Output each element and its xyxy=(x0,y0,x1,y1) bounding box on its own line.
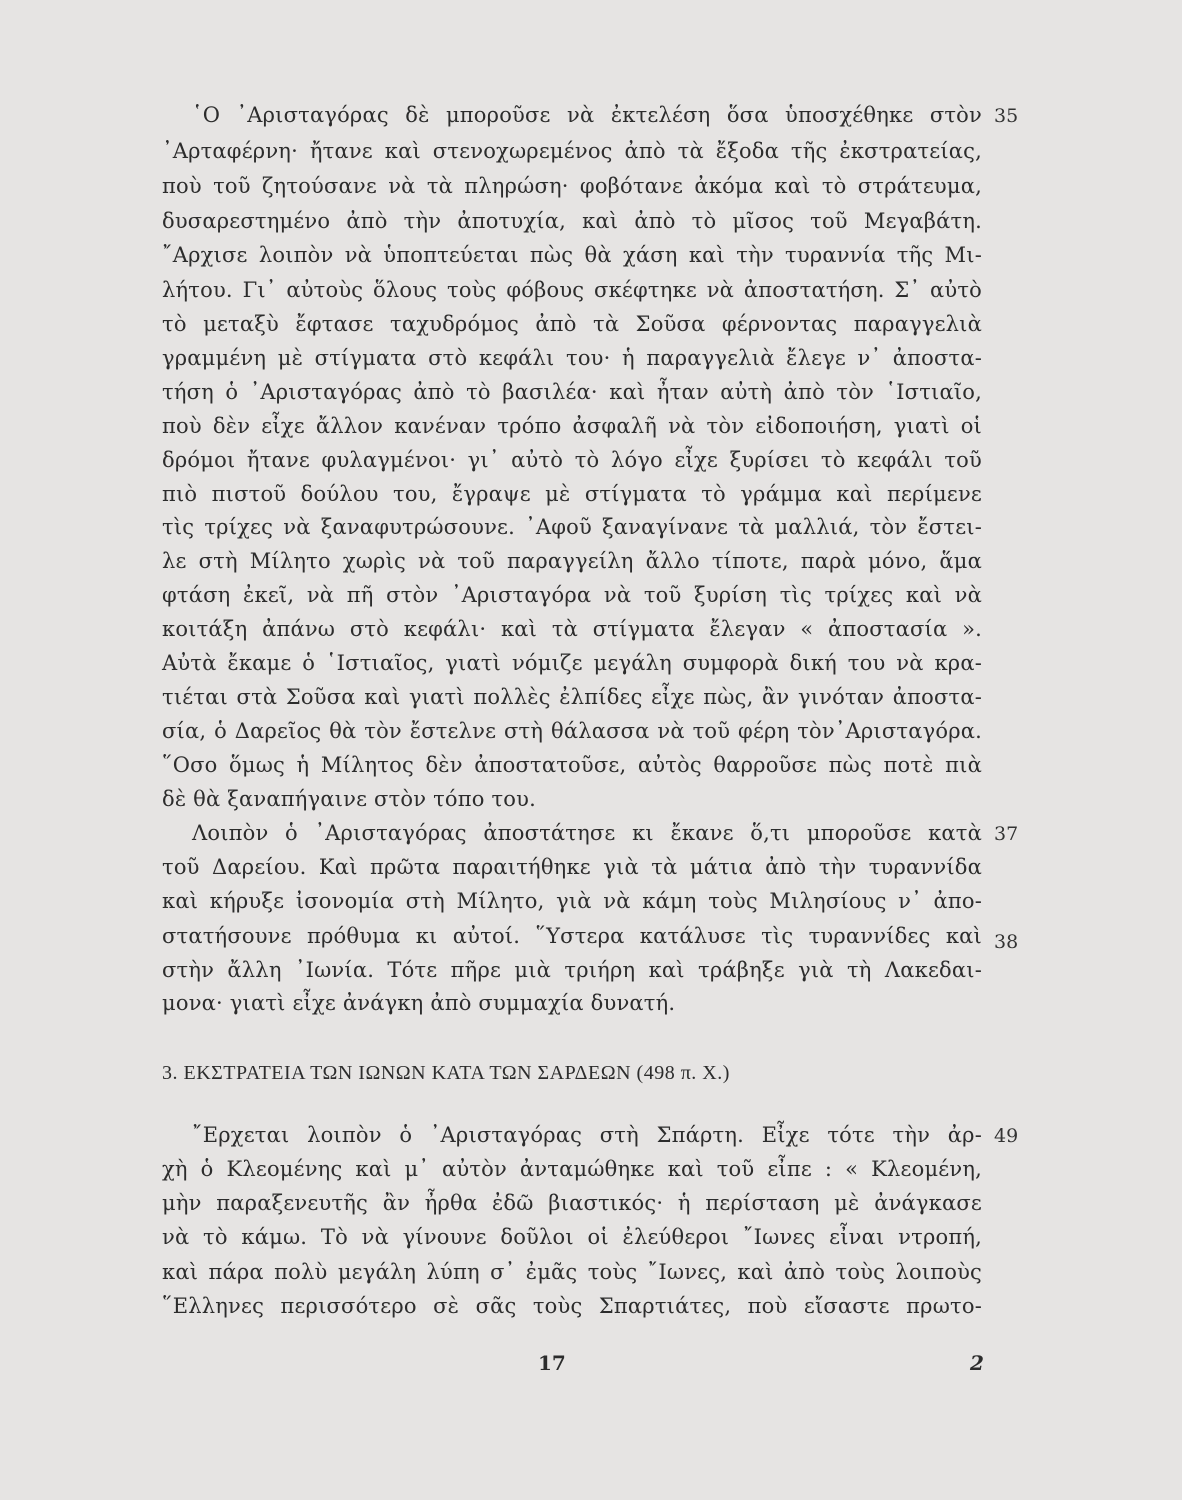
text-line: ῾Ο ᾿Αρισταγόρας δὲ μποροῦσε νὰ ἐκτελέση ὅσα ὑποσχέθηκε στὸν xyxy=(192,103,982,127)
text-line: καὶ κήρυξε ἰσονομία στὴ Μίλητο, γιὰ νὰ κάμη τοὺς Μιλησίους ν᾿ ἀπο- xyxy=(162,889,982,913)
text-line: τιέται στὰ Σοῦσα καὶ γιατὶ πολλὲς ἐλπίδες εἶχε πὼς, ἂν γινόταν ἀποστα- xyxy=(162,685,982,709)
text-line: φτάση ἐκεῖ, νὰ πῆ στὸν ᾿Αρισταγόρα νὰ τοῦ ξυρίση τὶς τρίχες καὶ νὰ xyxy=(162,583,982,607)
text-line: ῎Αρχισε λοιπὸν νὰ ὑποπτεύεται πὼς θὰ χάση καὶ τὴν τυραννία τῆς Μι- xyxy=(162,243,982,267)
text-line: νὰ τὸ κάμω. Τὸ νὰ γίνουνε δοῦλοι οἱ ἐλεύθεροι ῎Ιωνες εἶναι ντροπή, xyxy=(162,1225,982,1249)
text-line: ῎Ερχεται λοιπὸν ὁ ᾿Αρισταγόρας στὴ Σπάρτη. Εἶχε τότε τὴν ἀρ- xyxy=(192,1123,982,1147)
text-line: τὸ μεταξὺ ἔφτασε ταχυδρόμος ἀπὸ τὰ Σοῦσα φέρνοντας παραγγελιὰ xyxy=(162,312,982,336)
text-line: ᾿Αρταφέρνη· ἤτανε καὶ στενοχωρεμένος ἀπὸ τὰ ἔξοδα τῆς ἐκστρατείας, xyxy=(162,139,982,163)
text-line: κοιτάξη ἀπάνω στὸ κεφάλι· καὶ τὰ στίγματα ἔλεγαν « ἀποστασία ». xyxy=(162,617,982,641)
text-line: ῞Οσο ὅμως ἡ Μίλητος δὲν ἀποστατοῦσε, αὐτὸς θαρροῦσε πὼς ποτὲ πιὰ xyxy=(162,753,982,777)
text-line: στὴν ἄλλη ᾿Ιωνία. Τότε πῆρε μιὰ τριήρη καὶ τράβηξε γιὰ τὴ Λακεδαι- xyxy=(162,958,982,982)
margin-number: 35 xyxy=(994,105,1019,127)
text-line: μονα· γιατὶ εἶχε ἀνάγκη ἀπὸ συμμαχία δυνατή. xyxy=(162,991,676,1015)
text-line: Αὐτὰ ἔκαμε ὁ ῾Ιστιαῖος, γιατὶ νόμιζε μεγάλη συμφορὰ δική του νὰ κρα- xyxy=(162,651,982,675)
text-line: λήτου. Γι᾿ αὐτοὺς ὅλους τοὺς φόβους σκέφτηκε νὰ ἀποστατήση. Σ᾿ αὐτὸ xyxy=(162,278,982,302)
text-line: πιὸ πιστοῦ δούλου του, ἔγραψε μὲ στίγματα τὸ γράμμα καὶ περίμενε xyxy=(162,482,982,506)
text-line: καὶ πάρα πολὺ μεγάλη λύπη σ᾿ ἐμᾶς τοὺς ῎Ιωνες, καὶ ἀπὸ τοὺς λοιποὺς xyxy=(162,1260,982,1284)
margin-number: 49 xyxy=(994,1125,1019,1147)
page-number: 17 xyxy=(538,1351,566,1375)
margin-number: 37 xyxy=(994,823,1019,845)
section-heading: 3. ΕΚΣΤΡΑΤΕΙΑ ΤΩΝ ΙΩΝΩΝ ΚΑΤΑ ΤΩΝ ΣΑΡΔΕΩΝ (498 π. Χ.) xyxy=(162,1062,730,1084)
text-line: χὴ ὁ Κλεομένης καὶ μ᾿ αὐτὸν ἀνταμώθηκε καὶ τοῦ εἶπε : « Κλεομένη, xyxy=(162,1157,982,1181)
text-line: Λοιπὸν ὁ ᾿Αρισταγόρας ἀποστάτησε κι ἔκανε ὅ,τι μποροῦσε κατὰ xyxy=(192,821,982,845)
signature-mark: 2 xyxy=(970,1351,984,1375)
text-line: μὴν παραξενευτῆς ἂν ἦρθα ἐδῶ βιαστικός· ἡ περίσταση μὲ ἀνάγκασε xyxy=(162,1191,982,1215)
text-line: τήση ὁ ᾿Αρισταγόρας ἀπὸ τὸ βασιλέα· καὶ ἦταν αὐτὴ ἀπὸ τὸν ῾Ιστιαῖο, xyxy=(162,380,982,404)
text-line: δρόμοι ἤτανε φυλαγμένοι· γι᾿ αὐτὸ τὸ λόγο εἶχε ξυρίσει τὸ κεφάλι τοῦ xyxy=(162,448,982,472)
text-line: ποὺ τοῦ ζητούσανε νὰ τὰ πληρώση· φοβότανε ἀκόμα καὶ τὸ στράτευμα, xyxy=(162,174,982,198)
text-line: ποὺ δὲν εἶχε ἄλλον κανέναν τρόπο ἀσφαλῆ νὰ τὸν εἰδοποιήση, γιατὶ οἱ xyxy=(162,414,982,438)
margin-number: 38 xyxy=(994,931,1019,953)
text-line: δυσαρεστημένο ἀπὸ τὴν ἀποτυχία, καὶ ἀπὸ τὸ μῖσος τοῦ Μεγαβάτη. xyxy=(162,209,982,233)
text-line: δὲ θὰ ξαναπήγαινε στὸν τόπο του. xyxy=(162,787,536,811)
text-line: τοῦ Δαρείου. Καὶ πρῶτα παραιτήθηκε γιὰ τὰ μάτια ἀπὸ τὴν τυραννίδα xyxy=(162,855,982,879)
text-line: ῞Ελληνες περισσότερο σὲ σᾶς τοὺς Σπαρτιάτες, ποὺ εἴσαστε πρωτο- xyxy=(162,1294,982,1318)
text-line: σία, ὁ Δαρεῖος θὰ τὸν ἔστελνε στὴ θάλασσα νὰ τοῦ φέρη τὸν᾿Αρισταγόρα. xyxy=(162,719,982,743)
text-line: γραμμένη μὲ στίγματα στὸ κεφάλι του· ἡ παραγγελιὰ ἔλεγε ν᾿ ἀποστα- xyxy=(162,346,982,370)
text-line: τὶς τρίχες νὰ ξαναφυτρώσουνε. ᾿Αφοῦ ξαναγίνανε τὰ μαλλιά, τὸν ἔστει- xyxy=(162,515,982,539)
text-line: στατήσουνε πρόθυμα κι αὐτοί. ῞Υστερα κατάλυσε τὶς τυραννίδες καὶ xyxy=(162,924,982,948)
text-line: λε στὴ Μίλητο χωρὶς νὰ τοῦ παραγγείλη ἄλλο τίποτε, παρὰ μόνο, ἅμα xyxy=(162,549,982,573)
